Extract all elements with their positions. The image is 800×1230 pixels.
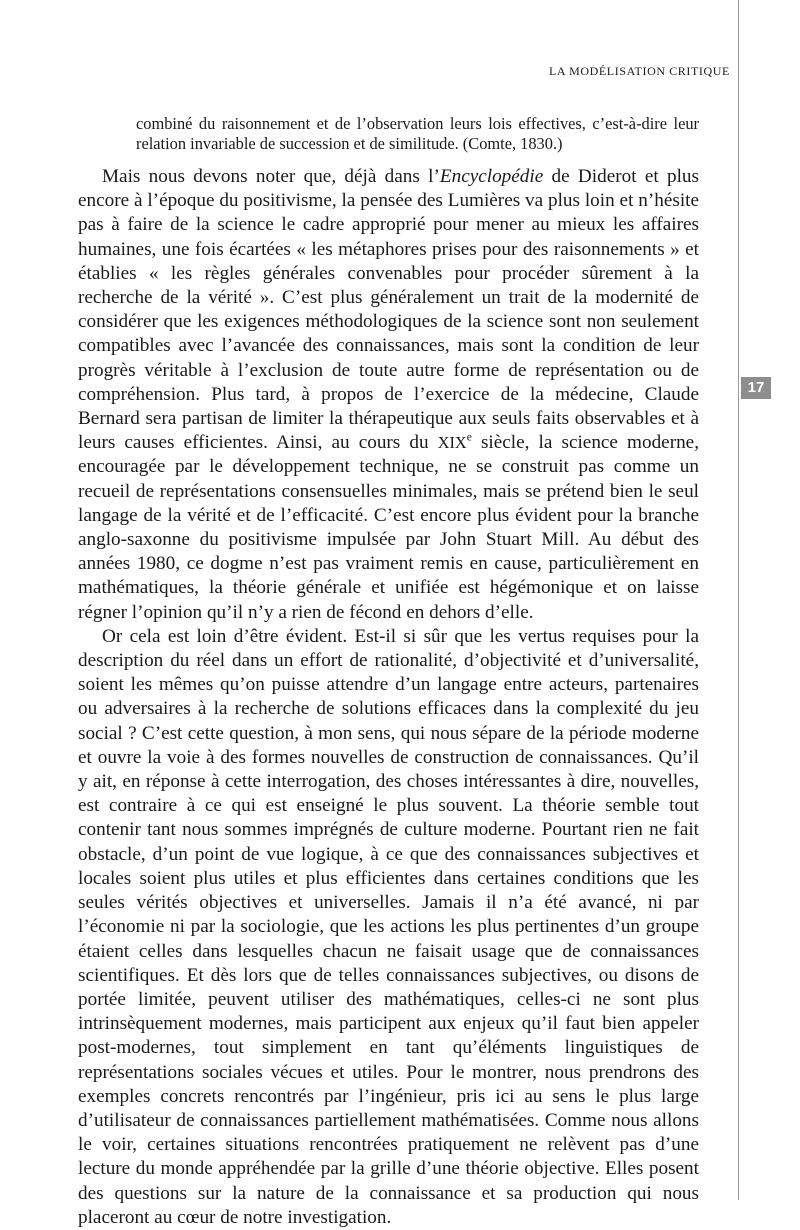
paragraph-1 bbox=[78, 165, 699, 625]
paragraph-1-part-1: Mais nous devons noter que, déjà dans l’ bbox=[102, 166, 440, 187]
block-quote: combiné du raisonnement et de l’observation leurs lois effectives, c’est-à-dire leur relation invariable de succession et de similitude. (Comte, 1830.) bbox=[136, 114, 699, 153]
paragraph-1-part-3: siècle, la science moderne, encouragée par le développement technique, ne se construit pas comme un recueil de représentations consensuelles minimales, mais se prétend bien le seul langage de la vérité et de l’efficacité. C’est encore plus évident pour la branche anglo-saxonne du positivisme impulsée par John Stuart Mill. Au début des années 1980, ce dogme n’est pas vraiment remis en cause, particulièrement en mathématiques, la théorie générale et unifiée est hégémonique et on laisse régner l’opinion qu’il n’y a rien de fécond en dehors d’elle. bbox=[78, 432, 699, 623]
paragraph-1-part-2: de Diderot et plus encore à l’époque du positivisme, la pensée des Lumières va plus loin et n’hésite pas à faire de la science le cadre approprié pour mener au mieux les affaires humaines, une fois écartées « les métaphores prises pour des raisonnements » et établies « les règles générales convenables pour procéder sûrement à la recherche de la vérité ». C’est plus généralement un trait de la modernité de considérer que les exigences méthodologiques de la science sont non seulement compatibles avec l’avancée des connaissances, mais sont la condition de leur progrès véritable à l’exclusion de toute autre forme de représentation ou de compréhension. Plus tard, à propos de l’exercice de la médecine, Claude Bernard sera partisan de limiter la thérapeutique aux seuls faits observables et à leurs causes efficientes. Ainsi, au cours du bbox=[78, 166, 699, 454]
paragraph-1-italic-title: Encyclopédie bbox=[439, 166, 544, 187]
paragraph-2: Or cela est loin d’être évident. Est-il si sûr que les vertus requises pour la description du réel dans un effort de rationalité, d’objectivité et d’universalité, soient les mêmes qu’on puisse attendre d’un langage entre acteurs, partenaires ou adversaires à la recherche de solutions efficaces dans la complexité du jeu social ? C’est cette question, à mon sens, qui nous sépare de la période moderne et ouvre la voie à des formes nouvelles de construction de connaissances. Qu’il y ait, en réponse à cette interrogation, des choses intéressantes à dire, nouvelles, est contraire à ce qui est enseigné le plus souvent. La théorie semble tout contenir tant nous sommes imprégnés de culture moderne. Pourtant rien ne fait obstacle, d’un point de vue logique, à ce que des connaissances subjectives et locales soient plus utiles et plus efficientes dans certaines conditions que les seules vérités objectives et universelles. Jamais il n’a été avancé, ni par l’économie ni par la sociologie, que les actions les plus pertinentes d’un groupe étaient celles dans lesquelles chacun ne faisait usage que de connaissances scientifiques. Et dès lors que de telles connaissances subjectives, ou disons de portée limitée, peuvent utiliser des mathématiques, celles-ci ne sont plus intrinsèquement modernes, mais participent aux enjeux qu’il faut bien appeler post-modernes, tout simplement en tant qu’éléments linguistiques de représentations sociales vécues et utiles. Pour le montrer, nous prendrons des exemples concrets rencontrés par l’ingénieur, pris ici au sens le plus large d’utilisateur de connaissances partiellement mathématisées. Comme nous allons le voir, certaines situations rencontrées pratiquement ne relèvent pas d’une lecture du monde appréhendée par la grille d’une théorie objective. Elles posent des questions sur la nature de la connaissance et sa production qui nous placeront au cœur de notre investigation. bbox=[78, 625, 699, 1228]
page-number: 17 bbox=[741, 377, 771, 399]
page-edge-rule bbox=[738, 0, 739, 1200]
running-head: LA MODÉLISATION CRITIQUE bbox=[548, 64, 730, 78]
body-text bbox=[78, 165, 699, 1230]
century-superscript: e bbox=[466, 431, 472, 444]
century-numeral: XIX bbox=[437, 433, 467, 453]
